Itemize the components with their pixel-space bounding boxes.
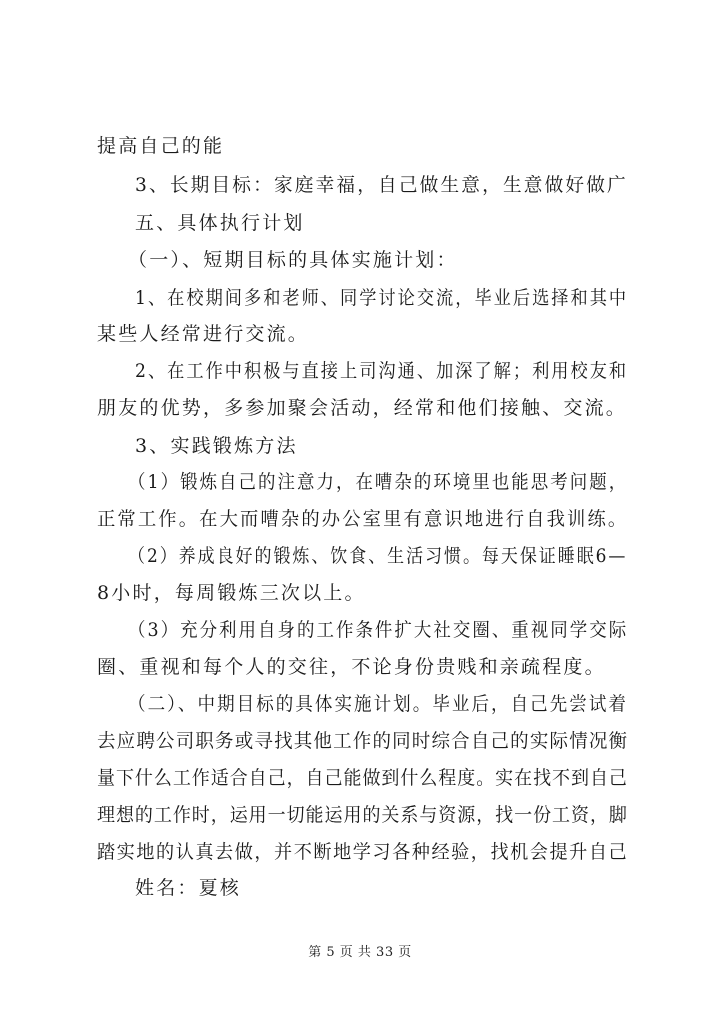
text-line: 理想的工作时，运用一切能运用的关系与资源，找一份工资，脚 (97, 804, 628, 826)
subsection-heading: （二）、中期目标的具体实施计划。毕业后，自己先尝试着 (128, 693, 628, 715)
text-line: 正常工作。在大而嘈杂的办公室里有意识地进行自我训练。 (97, 508, 629, 530)
text-line: 去应聘公司职务或寻找其他工作的同时综合自己的实际情况衡 (97, 730, 629, 752)
text-line: 某些人经常进行交流。 (97, 323, 310, 345)
section-heading: 五、具体执行计划 (135, 212, 305, 234)
signature-name: 姓名：夏核 (135, 877, 242, 899)
text-line: （3）充分利用自身的工作条件扩大社交圈、重视同学交际 (128, 619, 629, 641)
text-line: 2、在工作中积极与直接上司沟通、加深了解；利用校友和 (135, 360, 629, 382)
text-line: 提高自己的能 (97, 135, 225, 157)
page-number-footer: 第 5 页 共 33 页 (308, 945, 412, 960)
subsection-heading: 3、实践锻炼方法 (135, 435, 298, 457)
text-line: 量下什么工作适合自己，自己能做到什么程度。实在找不到自己 (97, 767, 628, 789)
text-line: （1）锻炼自己的注意力，在嘈杂的环境里也能思考问题， (128, 471, 629, 493)
subsection-heading: （一）、短期目标的具体实施计划： (128, 249, 458, 271)
text-line: 踏实地的认真去做，并不断地学习各种经验，找机会提升自己 (97, 841, 629, 863)
text-line: 朋友的优势，多参加聚会活动，经常和他们接触、交流。 (97, 397, 628, 419)
text-line: 3、长期目标：家庭幸福，自己做生意，生意做好做广 (135, 174, 628, 196)
text-line: 8小时，每周锻炼三次以上。 (97, 582, 366, 604)
text-line: 1、在校期间多和老师、同学讨论交流，毕业后选择和其中 (135, 287, 629, 309)
text-line: 圈、重视和每个人的交往，不论身份贵贱和亲疏程度。 (97, 656, 606, 678)
text-line: （2）养成良好的锻炼、饮食、生活习惯。每天保证睡眠6— (128, 545, 628, 567)
